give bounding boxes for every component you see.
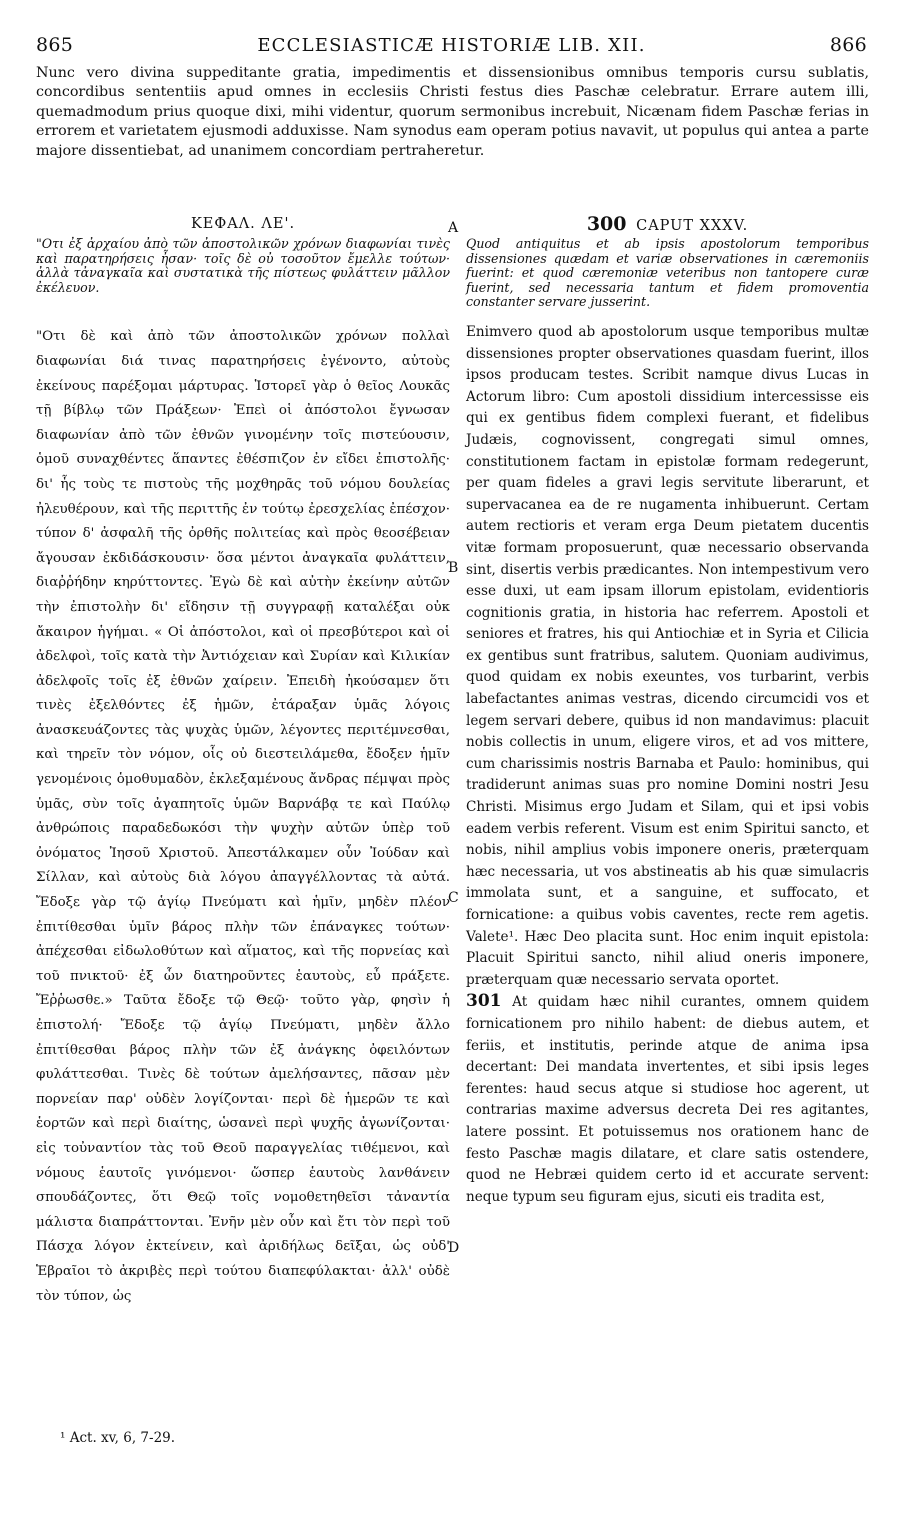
greek-chapter-summary: "Οτι ἐξ ἀρχαίου ἀπὸ τῶν ἀποστολικῶν χρόνων διαφωνίαι τινὲς καὶ παρατηρήσεις ἦσαν· τοῖς δὲ οὐ τοσοῦτον ἔμελλε τούτων· ἀλλὰ τἀναγκαῖα καὶ συστατικὰ τῆς πίστεως φυλάττειν μᾶλλον ἐκέλευον. [36, 236, 450, 295]
latin-body-text [466, 322, 869, 1208]
page-number-right: 866 [829, 34, 867, 56]
footnote: ¹ Act. xv, 6, 7-29. [60, 1430, 176, 1446]
latin-chapter-title: CAPUT XXXV. [636, 218, 749, 234]
page-number-left: 865 [36, 34, 74, 56]
running-head [36, 34, 867, 58]
greek-body-text: "Οτι δὲ καὶ ἀπὸ τῶν ἀποστολικῶν χρόνων πολλαὶ διαφωνίαι διά τινας παρατηρήσεις ἐγένοντο, αὐτοὺς ἐκείνους παρέξομαι μάρτυρας. Ἱστορεῖ γὰρ ὁ θεῖος Λουκᾶς τῇ βίβλῳ τῶν Πράξεων· Ἐπεὶ οἱ ἀπόστολοι ἔγνωσαν διαφωνίαν ἀπὸ τῶν ἐθνῶν γινομένην τοῖς πιστεύουσιν, ὁμοῦ συναχθέντες ἅπαντες ἐθέσπιζον ἐν εἴδει ἐπιστολῆς· δι' ἧς τοὺς τε πιστοὺς τῆς μοχθηρᾶς τοῦ νόμου δουλείας ἠλευθέρουν, καὶ τῆς περιττῆς ἐν τούτῳ ἐρεσχελίας ἐπέσχον· τύπον δ' ἀσφαλῆ τῆς ὀρθῆς πολιτείας καὶ πρὸς θεοσέβειαν ἄγουσαν ἐκδιδάσκουσιν· ὅσα μέντοι ἀναγκαῖα φυλάττειν, διαῤῥήδην κηρύττοντες. Ἐγὼ δὲ καὶ αὐτὴν ἐκείνην αὐτῶν τὴν ἐπιστολὴν δι' εἴδησιν τῇ συγγραφῇ καταλέξαι οὐκ ἄκαιρον ἡγήμαι. « Οἱ ἀπόστολοι, καὶ οἱ πρεσβύτεροι καὶ οἱ ἀδελφοὶ, τοῖς κατὰ τὴν Ἀντιόχειαν καὶ Συρίαν καὶ Κιλικίαν ἀδελφοῖς τοῖς ἐξ ἐθνῶν χαίρειν. Ἐπειδὴ ἠκούσαμεν ὅτι τινὲς ἐξελθόντες ἐξ ἡμῶν, ἐτάραξαν ὑμᾶς λόγοις ἀνασκευάζοντες τὰς ψυχὰς ὑμῶν, λέγοντες περιτέμνεσθαι, καὶ τηρεῖν τὸν νόμον, οἷς οὐ διεστειλάμεθα, ἔδοξεν ἡμῖν γενομένοις ὁμοθυμαδὸν, ἐκλεξαμένους ἄνδρας πέμψαι πρὸς ὑμᾶς, σὺν τοῖς ἀγαπητοῖς ὑμῶν Βαρνάβᾳ τε καὶ Παύλῳ ἀνθρώποις παραδεδωκόσι τὴν ψυχὴν αὐτῶν ὑπὲρ τοῦ ὀνόματος Ἰησοῦ Χριστοῦ. Ἀπεστάλκαμεν οὖν Ἰούδαν καὶ Σίλλαν, καὶ αὐτοὺς διὰ λόγου ἀπαγγέλλοντας τὰ αὐτά. Ἔδοξε γὰρ τῷ ἁγίῳ Πνεύματι καὶ ἡμῖν, μηδὲν πλέον ἐπιτίθεσθαι ὑμῖν βάρος πλὴν τῶν ἐπάναγκες τούτων· ἀπέχεσθαι εἰδωλοθύτων καὶ αἵματος, καὶ τῆς πορνείας καὶ τοῦ πνικτοῦ· ἐξ ὧν διατηροῦντες ἑαυτοὺς, εὖ πράξετε. Ἔῤῥωσθε.» Ταῦτα ἔδοξε τῷ Θεῷ· τοῦτο γὰρ, φησὶν ἡ ἐπιστολή· Ἔδοξε τῷ ἁγίῳ Πνεύματι, μηδὲν ἄλλο ἐπιτίθεσθαι βάρος πλὴν τῶν ἐξ ἀνάγκης ὀφειλόντων φυλάττεσθαι. Τινὲς δὲ τούτων ἀμελήσαντες, πᾶσαν μὲν πορνείαν παρ' οὐδὲν λογίζονται· περὶ δὲ ἡμερῶν τε καὶ ἑορτῶν καὶ περὶ διαίτης, ὡσανεὶ περὶ ψυχῆς ἀγωνίζονται· εἰς τοὐναντίον τὰς τοῦ Θεοῦ παραγγελίας τιθέμενοι, καὶ νόμους ἑαυτοῖς γινόμενοι· ὥσπερ ἑαυτοὺς λανθάνειν σπουδάζοντες, ὅτι Θεῷ τοῖς νομοθετηθεῖσι τἀναντία μάλιστα διαπράττονται. Ἐνῆν μὲν οὖν καὶ ἔτι τὸν περὶ τοῦ Πάσχα λόγον ἐκτείνειν, καὶ ἀριδήλως δεῖξαι, ὡς οὐδ' Ἑβραῖοι τὸ ἀκριβὲς περὶ τούτου διαπεφύλακται· ἀλλ' οὐδὲ τὸν τύπον, ὡς [36, 329, 450, 1304]
margin-letter-d: D [448, 1240, 460, 1256]
section-number-301: 301 [466, 991, 502, 1012]
margin-letter-b: B [448, 560, 459, 576]
margin-letter-c: C [448, 890, 459, 906]
latin-paragraph-2 [466, 991, 869, 1208]
latin-chapter-heading [466, 213, 869, 235]
margin-letter-a: A [448, 220, 459, 236]
latin-chapter-summary: Quod antiquitus et ab ipsis apostolorum temporibus dissensiones quædam et variæ observationes in cæremoniis fuerint: et quod cæremoniæ veteribus non tantopere curæ fuerint, sed necessaria tantum et fidem promoventia constanter servare jusserint. [466, 236, 869, 310]
running-title: ECCLESIASTICÆ HISTORIÆ LIB. XII. [257, 35, 646, 56]
greek-chapter-heading: ΚΕΦΑΛ. ΛΕ'. [190, 216, 296, 232]
intro-paragraph: Nunc vero divina suppeditante gratia, impedimentis et dissensionibus omnibus temporis cursu sublatis, concordibus sententiis apud omnes in ecclesiis Christi festus dies Paschæ celebratur. Errare autem illi, quemadmodum prius quoque dixi, mihi videntur, quorum sermonibus increbuit, Nicænam fidem Paschæ ferias in errorem et varietatem ejusmodi adduxisse. Nam synodus eam operam potius navavit, ut populus qui antea a parte majore dissentiebat, ad unanimem concordiam pertraheretur. [36, 65, 869, 159]
latin-paragraph-1: Enimvero quod ab apostolorum usque temporibus multæ dissensiones propter observationes quasdam fuerint, illos ipsos producam testes. Scribit namque divus Lucas in Actorum libro: Cum apostoli dissidium intercessisse eis qui ex gentibus fidem complexi fuerant, et fidelibus Judæis, cognovissent, congregati simul omnes, constitutionem factam in epistolæ formam redegerunt, per quam fideles a gravi legis servitute liberarunt, et supervacanea ea de re nugamenta inhibuerunt. Certam autem rectioris et veram erga Deum pietatem ducentis vitæ formam proposuerunt, quæ necessario observanda sint, disertis verbis prædicantes. Non intempestivum vero esse duxi, ut eam ipsam illorum epistolam, evidentioris cognitionis gratia, in historia hac referrem. Apostoli et seniores et fratres, his qui Antiochiæ et in Syria et Cilicia ex gentibus sunt fratribus, salutem. Quoniam audivimus, quod quidam ex nobis exeuntes, vos turbarint, verbis labefactantes animas vestras, dicendo circumcidi vos et legem servari debere, quibus id non mandavimus: placuit nobis collectis in unum, eligere viros, et ad vos mittere, cum charissimis nostris Barnaba et Paulo: hominibus, qui tradiderunt animas suas pro nomine Domini nostri Jesu Christi. Misimus ergo Judam et Silam, qui et ipsi vobis eadem verbis referent. Visum est enim Spiritui sancto, et nobis, nihil amplius vobis imponere oneris, præterquam hæc necessaria, ut vos abstineatis ab his quæ simulacris immolata sunt, et a sanguine, et suffocato, et fornicatione: a quibus vobis caventes, recte rem agetis. Valete¹. Hæc Deo placita sunt. Hoc enim inquit epistola: Placuit Spiritui sancto, nihil aliud oneris imponere, præterquam quæ necessario servata oportet. [466, 323, 869, 988]
latin-column [466, 213, 869, 1208]
section-number: 300 [586, 213, 627, 235]
greek-column [36, 213, 450, 1309]
latin-paragraph-2-text: At quidam hæc nihil curantes, omnem quidem fornicationem pro nihilo habent: de diebus autem, et feriis, et institutis, perinde atque de anima ipsa decertant: Dei mandata invertentes, et sibi ipsis leges ferentes: haud secus atque si studiose hoc agerent, ut contrarias maxime adversus decreta Dei res agitantes, latere possint. Et potuissemus nos orationem hanc de festo Paschæ magis dilatare, et clare satis ostendere, quod ne Hebræi quidem certo id et accurate servent: neque typum seu figuram ejus, sicuti eis tradita est, [466, 994, 870, 1205]
